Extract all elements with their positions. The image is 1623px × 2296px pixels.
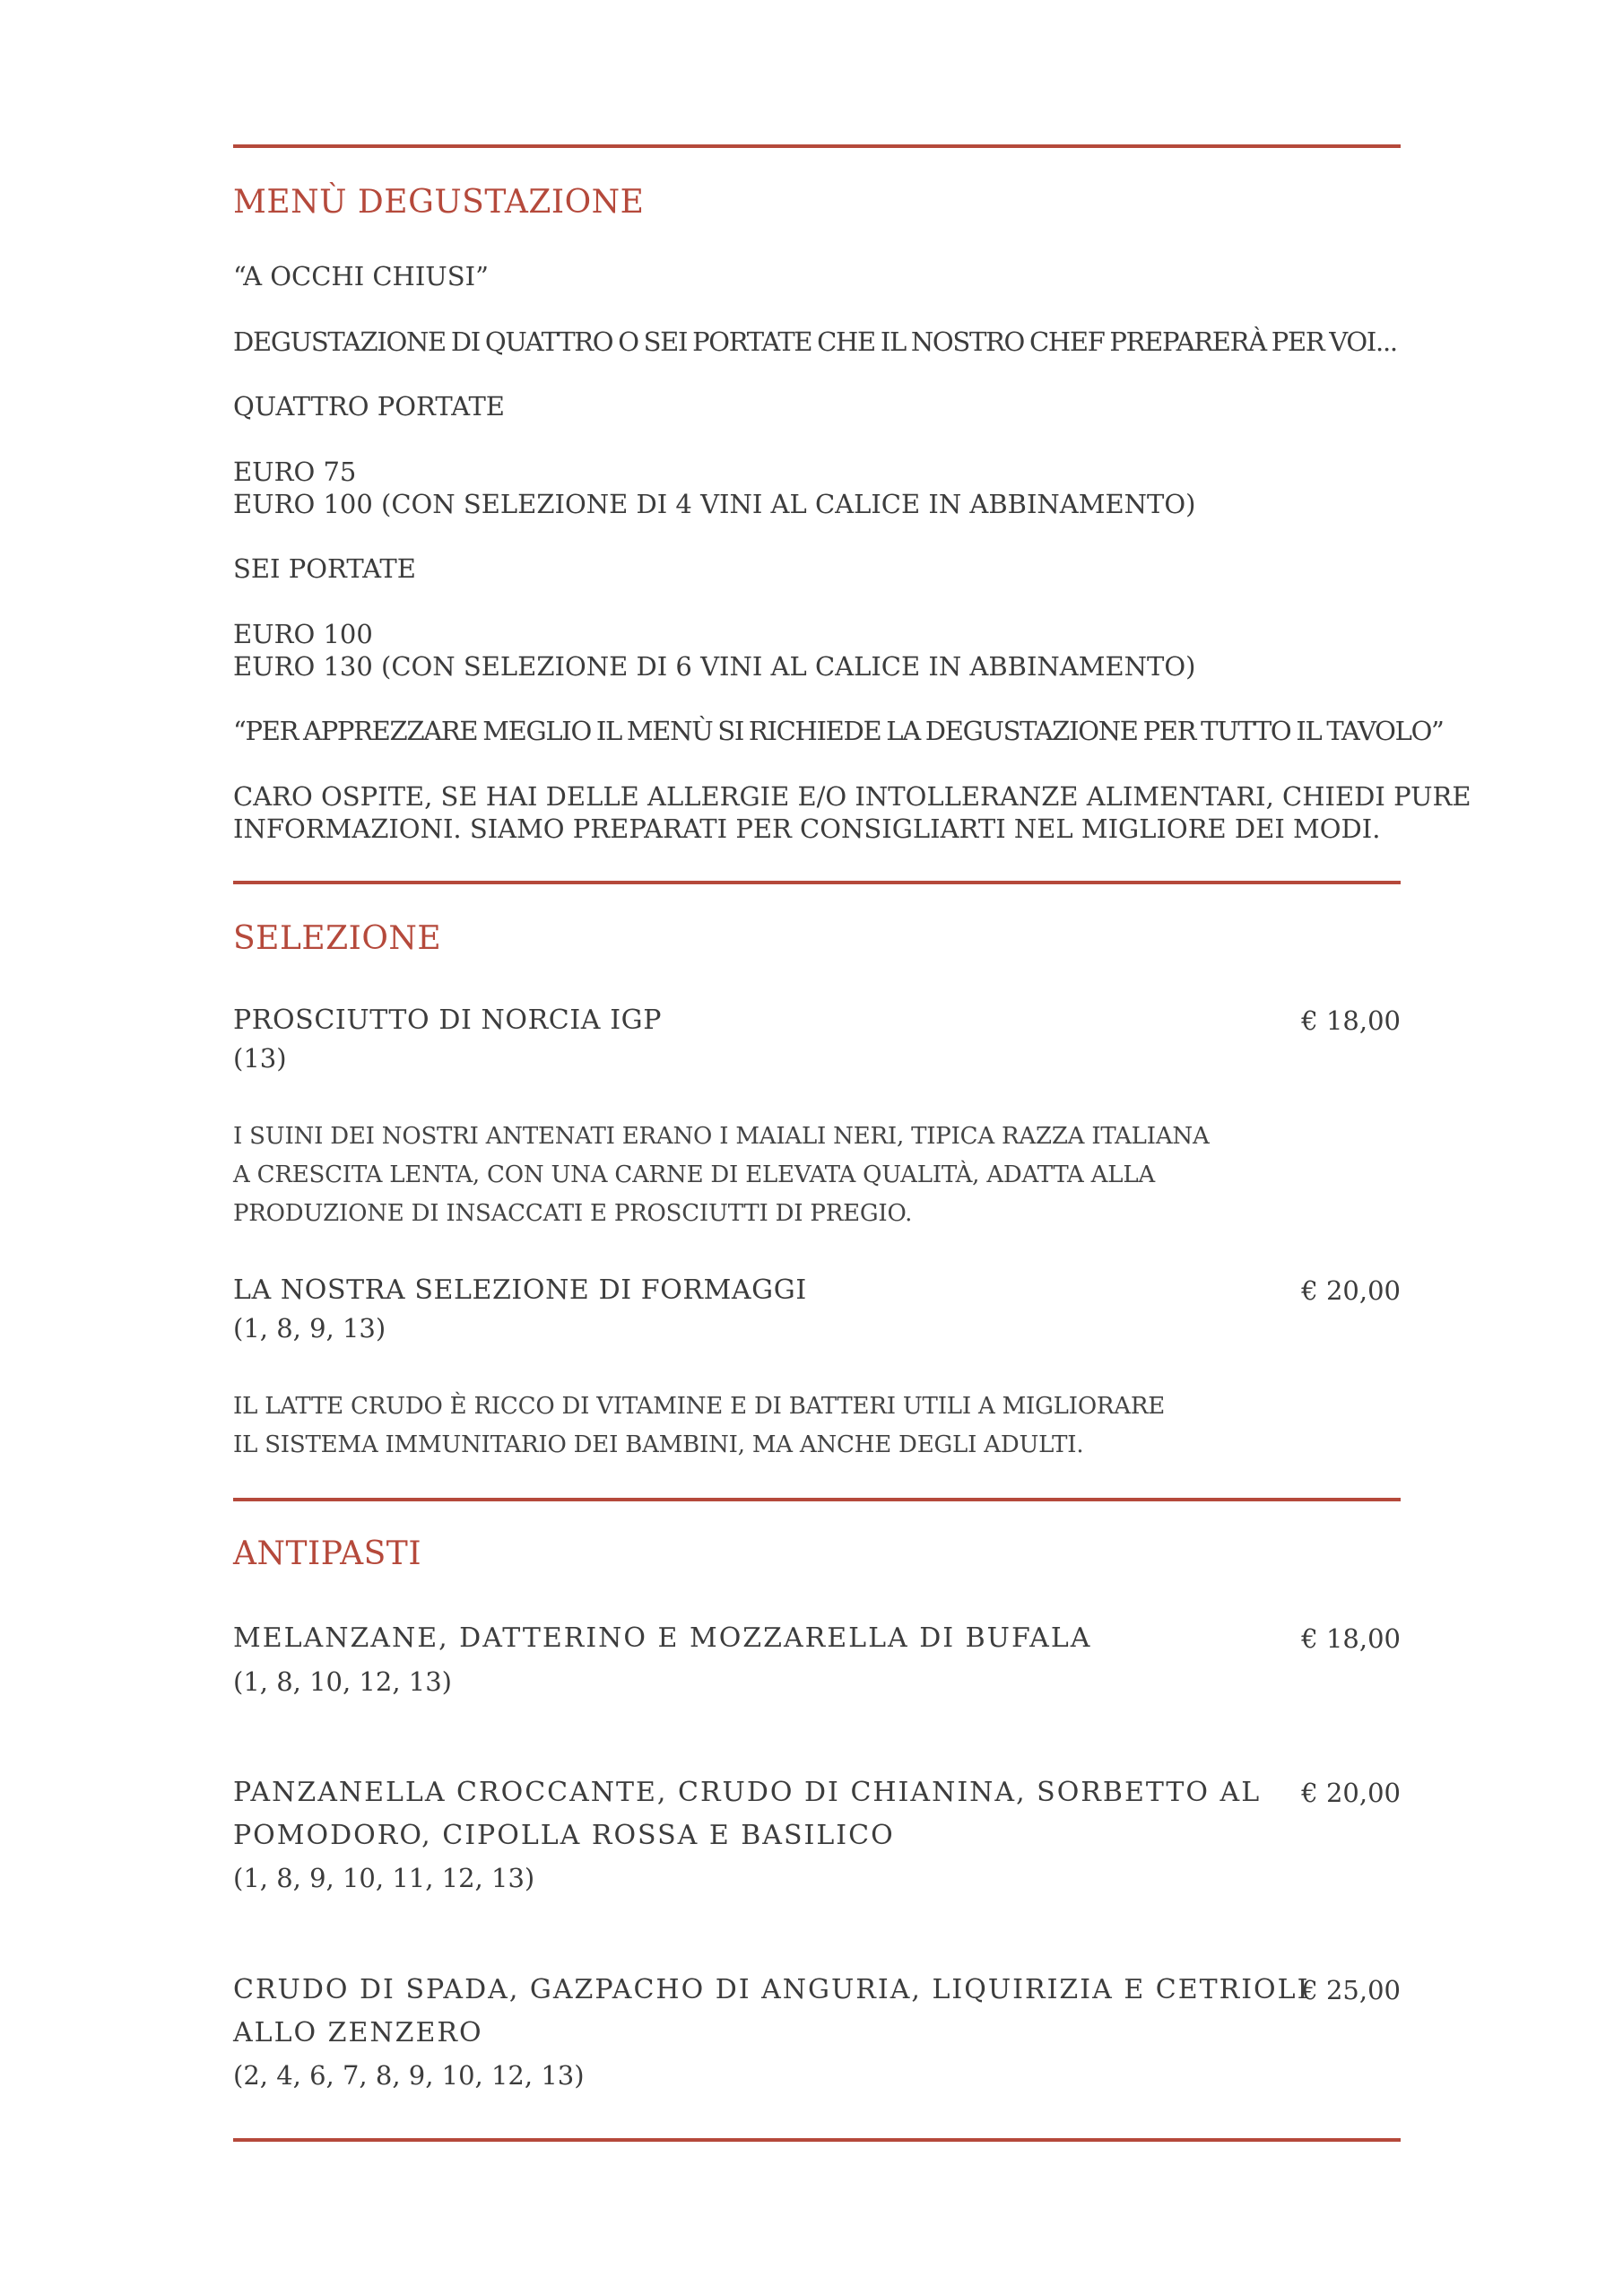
selezione-title: SELEZIONE — [233, 920, 442, 957]
item-name: POMODORO, CIPOLLA ROSSA E BASILICO — [233, 1820, 895, 1851]
section-divider — [233, 1498, 1401, 1501]
item-price: € 20,00 — [1301, 1778, 1401, 1808]
item-allergens: (1, 8, 10, 12, 13) — [233, 1666, 452, 1697]
item-price: € 20,00 — [1301, 1275, 1401, 1306]
allergy-note-line-2: INFORMAZIONI. SIAMO PREPARATI PER CONSIGLIARTI NEL MIGLIORE DEI MODI. — [233, 813, 1381, 844]
item-allergens: (2, 4, 6, 7, 8, 9, 10, 12, 13) — [233, 2060, 585, 2091]
item-name: ALLO ZENZERO — [233, 2017, 483, 2048]
four-courses-wine-price: EURO 100 (CON SELEZIONE DI 4 VINI AL CALICE IN ABBINAMENTO) — [233, 489, 1196, 519]
item-allergens: (1, 8, 9, 13) — [233, 1313, 386, 1344]
section-divider — [233, 881, 1401, 884]
item-allergens: (1, 8, 9, 10, 11, 12, 13) — [233, 1863, 535, 1893]
item-description-line: A CRESCITA LENTA, CON UNA CARNE DI ELEVATA QUALITÀ, ADATTA ALLA — [233, 1161, 1155, 1188]
item-name: PROSCIUTTO DI NORCIA IGP — [233, 1004, 662, 1036]
section-divider — [233, 144, 1401, 148]
item-name: LA NOSTRA SELEZIONE DI FORMAGGI — [233, 1274, 807, 1306]
four-courses-label: QUATTRO PORTATE — [233, 391, 505, 422]
allergy-note-line-1: CARO OSPITE, SE HAI DELLE ALLERGIE E/O INTOLLERANZE ALIMENTARI, CHIEDI PURE — [233, 781, 1471, 812]
item-description-line: PRODUZIONE DI INSACCATI E PROSCIUTTI DI PREGIO. — [233, 1200, 913, 1227]
item-price: € 18,00 — [1301, 1005, 1401, 1036]
item-name: CRUDO DI SPADA, GAZPACHO DI ANGURIA, LIQUIRIZIA E CETRIOLI — [233, 1974, 1310, 2005]
menu-page — [233, 0, 1471, 2296]
section-divider — [233, 2138, 1401, 2142]
six-courses-wine-price: EURO 130 (CON SELEZIONE DI 6 VINI AL CALICE IN ABBINAMENTO) — [233, 651, 1196, 682]
four-courses-price: EURO 75 — [233, 457, 357, 487]
item-allergens: (13) — [233, 1043, 287, 1074]
item-price: € 25,00 — [1301, 1975, 1401, 2005]
six-courses-price: EURO 100 — [233, 619, 373, 649]
item-description-line: IL LATTE CRUDO È RICCO DI VITAMINE E DI BATTERI UTILI A MIGLIORARE — [233, 1393, 1166, 1420]
item-description-line: I SUINI DEI NOSTRI ANTENATI ERANO I MAIALI NERI, TIPICA RAZZA ITALIANA — [233, 1123, 1210, 1150]
table-note: “PER APPREZZARE MEGLIO IL MENÙ SI RICHIEDE LA DEGUSTAZIONE PER TUTTO IL TAVOLO” — [233, 716, 1444, 746]
six-courses-label: SEI PORTATE — [233, 553, 416, 584]
item-name: MELANZANE, DATTERINO E MOZZARELLA DI BUFALA — [233, 1622, 1092, 1654]
item-name: PANZANELLA CROCCANTE, CRUDO DI CHIANINA, SORBETTO AL — [233, 1777, 1262, 1808]
degustazione-intro: DEGUSTAZIONE DI QUATTRO O SEI PORTATE CHE IL NOSTRO CHEF PREPARERÀ PER VOI... — [233, 326, 1397, 357]
degustazione-subtitle: “A OCCHI CHIUSI” — [233, 261, 489, 291]
item-price: € 18,00 — [1301, 1623, 1401, 1654]
item-description-line: IL SISTEMA IMMUNITARIO DEI BAMBINI, MA ANCHE DEGLI ADULTI. — [233, 1431, 1084, 1458]
degustazione-title: MENÙ DEGUSTAZIONE — [233, 184, 645, 221]
antipasti-title: ANTIPASTI — [233, 1535, 422, 1572]
